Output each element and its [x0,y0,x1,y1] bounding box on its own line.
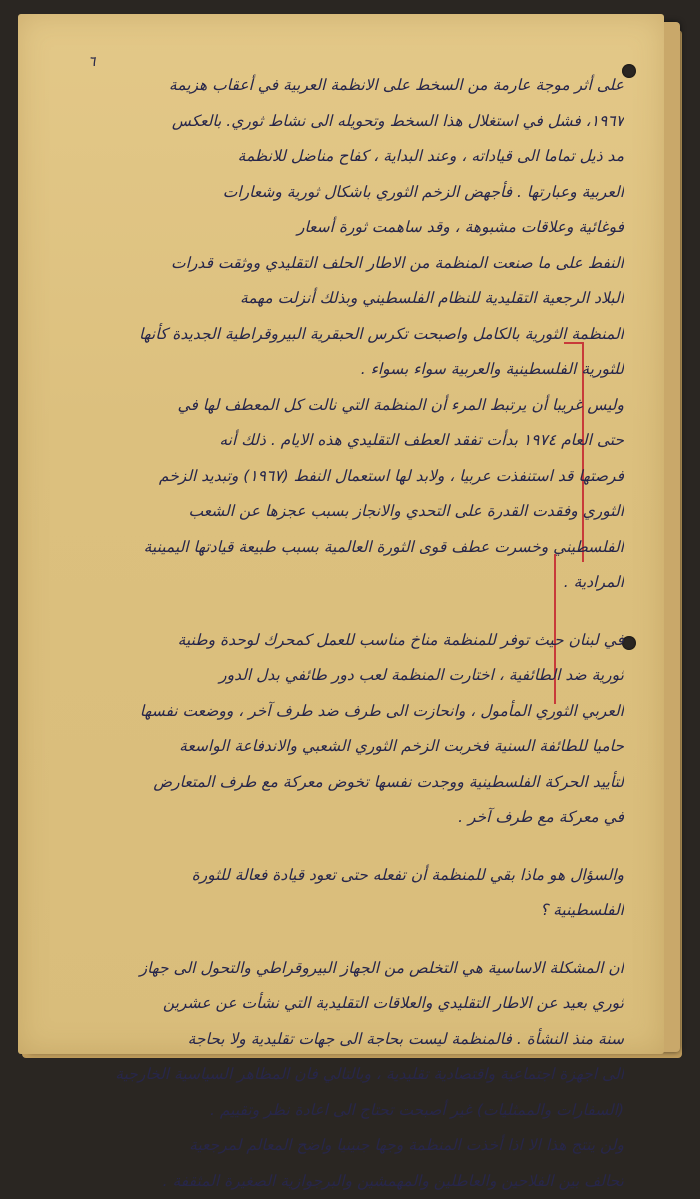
text-line: الفلسطيني وخسرت عطف قوى الثورة العالمية بسبب طبيعة قيادتها اليمينية [44,530,624,566]
text-line: المنظمة الثورية بالكامل واصبحت تكرس الحبقرية البيروقراطية الجديدة كأنها [44,317,624,353]
text-line: تحالف بين الفلاحين والعاطلين والمهمشين والبرجوازية الصغيرة المثقفة . [44,1164,624,1199]
text-line: الثوري وفقدت القدرة على التحدي والانجاز بسبب عجزها عن الشعب [44,494,624,530]
text-line: في لبنان حيث توفر للمنظمة مناخ مناسب للعمل كمحرك لوحدة وطنية [44,623,624,659]
text-line: ان المشكلة الاساسية هي التخلص من الجهاز البيروقراطي والتحول الى جهاز [44,951,624,987]
text-line: والسؤال هو ماذا بقي للمنظمة أن تفعله حتى تعود قيادة فعالة للثورة [44,858,624,894]
text-line: ولن ينتج هذا الا اذا أخذت المنظمة وجها جنينيا واضح المعالم لمرجعية [44,1128,624,1164]
text-line: لتأييد الحركة الفلسطينية ووجدت نفسها تخوض معركة مع طرف المتعارض [44,765,624,801]
text-line: حاميا للطائفة السنية فخربت الزخم الثوري الشعبي والاندفاعة الواسعة [44,729,624,765]
text-line: المرادية . [44,565,624,601]
text-line: فوغائية وعلاقات مشبوهة ، وقد ساهمت ثورة أسعار [44,210,624,246]
punch-hole [622,64,636,78]
text-line: على أثر موجة عارمة من السخط على الانظمة العربية في أعقاب هزيمة [44,68,624,104]
text-line: البلاد الرجعية التقليدية للنظام الفلسطيني وبذلك أنزلت مهمة [44,281,624,317]
text-line: ثوري بعيد عن الاطار التقليدي والعلاقات التقليدية التي نشأت عن عشرين [44,986,624,1022]
text-line: وليس غريبا أن يرتبط المرء أن المنظمة التي نالت كل المعطف لها في [44,388,624,424]
text-line: الى اجهزة اجتماعية واقتصادية تقليدية ، وبالتالي فان المظاهر السياسية الخارجية [44,1057,624,1093]
page-number: ٦ [88,54,96,70]
text-line: النفط على ما صنعت المنظمة من الاطار الحلف التقليدي ووثقت قدرات [44,246,624,282]
text-line: في معركة مع طرف آخر . [44,800,624,836]
text-line: مد ذيل تماما الى قياداته ، وعند البداية ، كفاح مناضل للانظمة [44,139,624,175]
text-line: حتى العام ١٩٧٤ بدأت تفقد العطف التقليدي هذه الايام . ذلك أنه [44,423,624,459]
text-line: ١٩٦٧، فشل في استغلال هذا السخط وتحويله الى نشاط ثوري. بالعكس [44,104,624,140]
text-line: العربي الثوري المأمول ، وانحازت الى طرف ضد طرف آخر ، ووضعت نفسها [44,694,624,730]
text-line: ثورية ضد الطائفية ، اختارت المنظمة لعب دور طائفي بدل الدور [44,658,624,694]
text-line: (السفارات والممثليات) غير أصبحت تحتاج الى اعادة نظر وتقييم . [44,1093,624,1129]
text-line: العربية وعبارتها . فأجهض الزخم الثوري باشكال ثورية وشعارات [44,175,624,211]
punch-hole [622,636,636,650]
handwritten-text [44,68,624,1199]
text-line: للثورية الفلسطينية والعربية سواء بسواء . [44,352,624,388]
text-line: الفلسطينية ؟ [44,893,624,929]
text-line: فرصتها قد استنفذت عربيا ، ولابد لها استعمال النفط (١٩٦٧) وتبديد الزخم [44,459,624,495]
text-line: سنة منذ النشأة . فالمنظمة ليست بحاجة الى جهات تقليدية ولا بحاجة [44,1022,624,1058]
